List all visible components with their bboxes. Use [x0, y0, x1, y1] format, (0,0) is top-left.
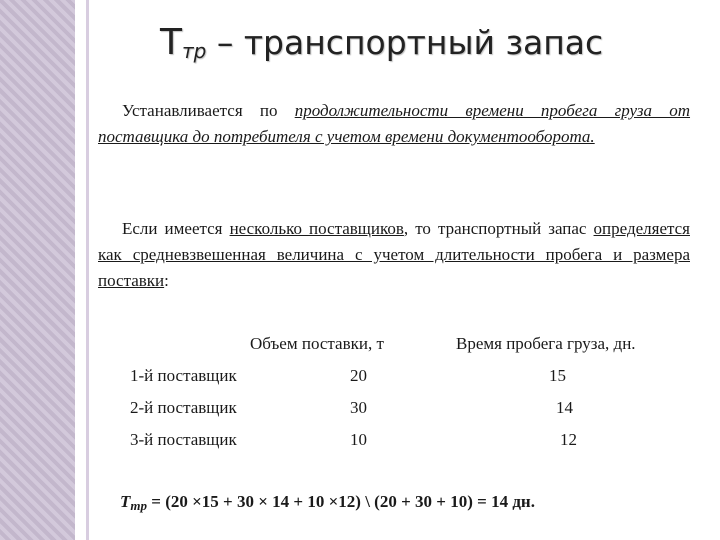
paragraph1-emphasis: продолжительности времени пробега груза от поставщика до потребителя с учетом времени документооборота.: [98, 101, 691, 146]
paragraph2-part2: несколько поставщиков: [229, 219, 404, 238]
row1-time: 15: [549, 366, 566, 385]
slide-title: [160, 22, 700, 63]
paragraph-definition: [98, 98, 690, 150]
paragraph2-part1: Если имеется: [122, 219, 230, 238]
row2-supplier: 2-й поставщик: [130, 398, 237, 417]
paragraph2-part3: , то транспортный запас: [403, 219, 594, 238]
paragraph1-lead: Устанавливается по: [122, 101, 295, 120]
row2-volume: 30: [350, 398, 367, 417]
row2-time: 14: [556, 398, 573, 417]
paragraph2-part4: определяется как средневзвешенная величина с учетом длительности пробега и размера поставки: [98, 219, 690, 290]
formula-subscript: тр: [130, 498, 148, 513]
paragraph2-part5: :: [164, 271, 169, 290]
paragraph-multiple-suppliers: [98, 216, 690, 294]
header-time: Время пробега груза, дн.: [456, 334, 636, 353]
row1-supplier: 1-й поставщик: [130, 366, 237, 385]
row3-volume: 10: [350, 430, 367, 449]
title-subscript: тр: [182, 39, 207, 63]
formula: [120, 492, 535, 514]
title-text: – транспортный запас: [206, 23, 604, 62]
formula-expression: = (20 ×15 + 30 × 14 + 10 ×12) \ (20 + 30 + 10) = 14 дн.: [147, 492, 535, 511]
header-volume: Объем поставки, т: [250, 334, 384, 353]
decorative-sidebar: [0, 0, 75, 540]
row3-time: 12: [560, 430, 577, 449]
title-symbol: T: [160, 22, 182, 63]
sidebar-divider-line: [86, 0, 89, 540]
row1-volume: 20: [350, 366, 367, 385]
row3-supplier: 3-й поставщик: [130, 430, 237, 449]
formula-symbol: T: [120, 492, 131, 511]
